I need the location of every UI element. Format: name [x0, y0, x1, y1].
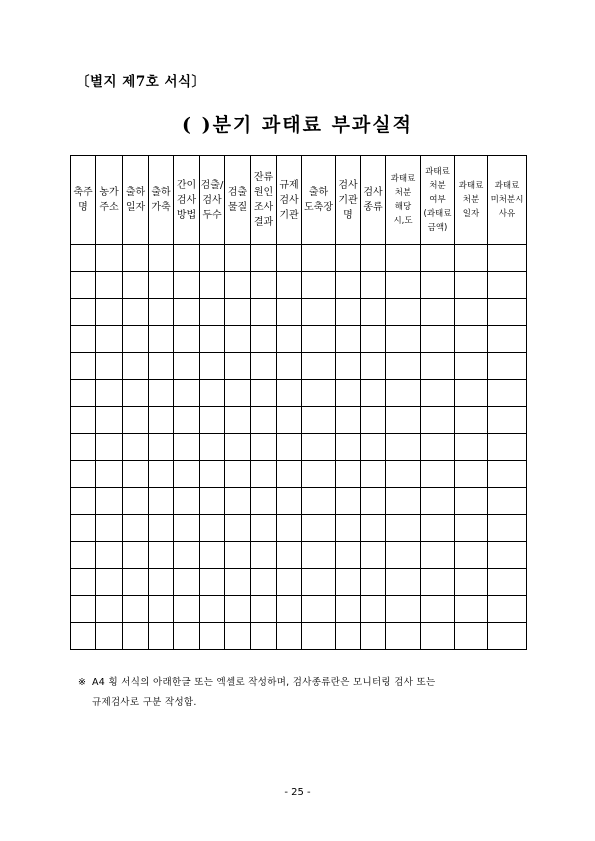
table-cell[interactable] [386, 380, 421, 407]
table-cell[interactable] [361, 542, 386, 569]
table-cell[interactable] [96, 353, 123, 380]
table-cell[interactable] [361, 488, 386, 515]
table-cell[interactable] [123, 353, 149, 380]
table-cell[interactable] [149, 407, 174, 434]
table-cell[interactable] [251, 353, 277, 380]
table-cell[interactable] [123, 542, 149, 569]
table-cell[interactable] [251, 461, 277, 488]
header-cell-detected-substance: 검출 물질 [225, 156, 251, 245]
table-cell[interactable] [336, 272, 361, 299]
table-cell[interactable] [336, 380, 361, 407]
table-cell[interactable] [200, 299, 225, 326]
table-cell[interactable] [421, 272, 455, 299]
table-cell[interactable] [386, 515, 421, 542]
table-cell[interactable] [361, 623, 386, 650]
table-cell[interactable] [71, 488, 96, 515]
table-cell[interactable] [149, 353, 174, 380]
footnote-line-2: 규제검사로 구분 작성함. [92, 697, 197, 708]
table-cell[interactable] [421, 245, 455, 272]
table-cell[interactable] [386, 326, 421, 353]
table-cell[interactable] [149, 434, 174, 461]
table-cell[interactable] [421, 542, 455, 569]
table-cell[interactable] [488, 380, 527, 407]
header-cell-penalty-region: 과태료 처분 해당 시,도 [386, 156, 421, 245]
table-cell[interactable] [488, 488, 527, 515]
table-cell[interactable] [251, 407, 277, 434]
header-cell-shipment-date: 출하 일자 [123, 156, 149, 245]
table-cell[interactable] [71, 407, 96, 434]
table-cell[interactable] [336, 515, 361, 542]
table-cell[interactable] [302, 380, 336, 407]
table-cell[interactable] [174, 299, 200, 326]
table-cell[interactable] [488, 623, 527, 650]
table-cell[interactable] [386, 569, 421, 596]
table-cell[interactable] [455, 515, 488, 542]
table-cell[interactable] [251, 245, 277, 272]
table-cell[interactable] [277, 515, 302, 542]
table-cell[interactable] [455, 596, 488, 623]
table-cell[interactable] [277, 326, 302, 353]
table-row [71, 299, 527, 326]
table-cell[interactable] [174, 623, 200, 650]
table-cell[interactable] [71, 515, 96, 542]
table-cell[interactable] [200, 569, 225, 596]
table-cell[interactable] [96, 515, 123, 542]
table-cell[interactable] [386, 245, 421, 272]
table-cell[interactable] [225, 569, 251, 596]
table-row [71, 407, 527, 434]
table-cell[interactable] [71, 380, 96, 407]
table-cell[interactable] [361, 299, 386, 326]
table-row [71, 569, 527, 596]
table-cell[interactable] [455, 434, 488, 461]
table-cell[interactable] [174, 515, 200, 542]
table-cell[interactable] [225, 299, 251, 326]
table-cell[interactable] [277, 542, 302, 569]
table-cell[interactable] [225, 272, 251, 299]
table-cell[interactable] [421, 623, 455, 650]
table-cell[interactable] [96, 380, 123, 407]
table-cell[interactable] [386, 623, 421, 650]
table-cell[interactable] [277, 569, 302, 596]
table-cell[interactable] [421, 488, 455, 515]
table-cell[interactable] [455, 407, 488, 434]
table-cell[interactable] [421, 299, 455, 326]
table-cell[interactable] [251, 488, 277, 515]
table-cell[interactable] [96, 569, 123, 596]
table-cell[interactable] [302, 623, 336, 650]
table-cell[interactable] [455, 299, 488, 326]
table-cell[interactable] [71, 569, 96, 596]
table-cell[interactable] [488, 596, 527, 623]
table-cell[interactable] [277, 380, 302, 407]
table-cell[interactable] [386, 596, 421, 623]
table-cell[interactable] [200, 515, 225, 542]
table-cell[interactable] [200, 542, 225, 569]
table-cell[interactable] [455, 488, 488, 515]
table-cell[interactable] [302, 542, 336, 569]
table-cell[interactable] [251, 542, 277, 569]
table-cell[interactable] [277, 623, 302, 650]
table-row [71, 353, 527, 380]
table-cell[interactable] [488, 515, 527, 542]
table-cell[interactable] [336, 461, 361, 488]
table-cell[interactable] [174, 488, 200, 515]
table-cell[interactable] [200, 407, 225, 434]
table-cell[interactable] [386, 542, 421, 569]
header-cell-farm-owner: 축주 명 [71, 156, 96, 245]
table-row [71, 488, 527, 515]
table-row [71, 380, 527, 407]
table-cell[interactable] [200, 623, 225, 650]
table-cell[interactable] [336, 542, 361, 569]
table-cell[interactable] [488, 299, 527, 326]
table-cell[interactable] [251, 380, 277, 407]
table-cell[interactable] [200, 353, 225, 380]
table-cell[interactable] [225, 434, 251, 461]
table-cell[interactable] [123, 461, 149, 488]
table-cell[interactable] [336, 596, 361, 623]
form-label: 〔별지 제7호 서식〕 [76, 74, 206, 90]
page-number: - 25 - [284, 787, 311, 798]
table-row [71, 434, 527, 461]
table-cell[interactable] [200, 596, 225, 623]
table-cell[interactable] [149, 299, 174, 326]
table-cell[interactable] [421, 434, 455, 461]
table-row [71, 461, 527, 488]
table-cell[interactable] [225, 596, 251, 623]
table-cell[interactable] [277, 245, 302, 272]
table-cell[interactable] [336, 353, 361, 380]
table-cell[interactable] [225, 326, 251, 353]
header-cell-no-penalty-reason: 과태료 미처분시 사유 [488, 156, 527, 245]
table-cell[interactable] [488, 434, 527, 461]
table-cell[interactable] [386, 353, 421, 380]
table-cell[interactable] [251, 623, 277, 650]
header-row [71, 156, 527, 245]
table-cell[interactable] [225, 515, 251, 542]
table-cell[interactable] [71, 542, 96, 569]
header-cell-detected-tested-count: 검출/ 검사 두수 [200, 156, 225, 245]
table-cell[interactable] [386, 434, 421, 461]
table-cell[interactable] [251, 326, 277, 353]
table-cell[interactable] [455, 380, 488, 407]
header-cell-shipped-livestock: 출하 가축 [149, 156, 174, 245]
header-cell-inspection-agency-name: 검사 기관 명 [336, 156, 361, 245]
table-cell[interactable] [455, 245, 488, 272]
table-cell[interactable] [174, 461, 200, 488]
table-cell[interactable] [488, 461, 527, 488]
table-cell[interactable] [174, 542, 200, 569]
table-cell[interactable] [336, 434, 361, 461]
table-cell[interactable] [277, 434, 302, 461]
table-cell[interactable] [361, 434, 386, 461]
table-cell[interactable] [200, 272, 225, 299]
table-cell[interactable] [174, 272, 200, 299]
header-cell-regulatory-agency: 규제 검사 기관 [277, 156, 302, 245]
table-cell[interactable] [455, 569, 488, 596]
table-cell[interactable] [302, 407, 336, 434]
table-cell[interactable] [488, 407, 527, 434]
table-cell[interactable] [361, 515, 386, 542]
table-cell[interactable] [361, 353, 386, 380]
table-cell[interactable] [336, 623, 361, 650]
table-cell[interactable] [455, 542, 488, 569]
table-row [71, 596, 527, 623]
table-cell[interactable] [421, 407, 455, 434]
table-cell[interactable] [225, 542, 251, 569]
table-row [71, 542, 527, 569]
table-cell[interactable] [302, 461, 336, 488]
table-cell[interactable] [96, 245, 123, 272]
table-cell[interactable] [488, 272, 527, 299]
table-cell[interactable] [251, 299, 277, 326]
table-cell[interactable] [302, 245, 336, 272]
table-body [71, 245, 527, 650]
table-cell[interactable] [421, 326, 455, 353]
table-cell[interactable] [302, 353, 336, 380]
table-cell[interactable] [421, 569, 455, 596]
table-row [71, 515, 527, 542]
table-cell[interactable] [361, 461, 386, 488]
table-cell[interactable] [71, 272, 96, 299]
table-cell[interactable] [302, 299, 336, 326]
table-cell[interactable] [149, 272, 174, 299]
table-cell[interactable] [174, 407, 200, 434]
table-cell[interactable] [96, 434, 123, 461]
penalty-report-table [70, 155, 527, 650]
table-cell[interactable] [96, 488, 123, 515]
table-cell[interactable] [149, 488, 174, 515]
table-cell[interactable] [361, 245, 386, 272]
header-cell-residue-cause-result: 잔류 원인 조사 결과 [251, 156, 277, 245]
table-cell[interactable] [302, 434, 336, 461]
table-cell[interactable] [277, 272, 302, 299]
footnote [78, 673, 528, 713]
table-cell[interactable] [174, 569, 200, 596]
table-cell[interactable] [174, 353, 200, 380]
table-cell[interactable] [149, 623, 174, 650]
table-cell[interactable] [123, 515, 149, 542]
table-row [71, 326, 527, 353]
reference-mark: ※ [78, 677, 87, 688]
table-cell[interactable] [386, 461, 421, 488]
table-cell[interactable] [251, 515, 277, 542]
table-cell[interactable] [225, 245, 251, 272]
table-cell[interactable] [149, 326, 174, 353]
table-cell[interactable] [251, 434, 277, 461]
table-cell[interactable] [277, 596, 302, 623]
table-cell[interactable] [96, 272, 123, 299]
table-cell[interactable] [488, 245, 527, 272]
table-cell[interactable] [386, 272, 421, 299]
table-cell[interactable] [277, 488, 302, 515]
table-cell[interactable] [302, 515, 336, 542]
table-cell[interactable] [96, 623, 123, 650]
table-cell[interactable] [71, 353, 96, 380]
table-cell[interactable] [277, 461, 302, 488]
table-cell[interactable] [149, 461, 174, 488]
table-cell[interactable] [174, 380, 200, 407]
table-cell[interactable] [361, 569, 386, 596]
table-cell[interactable] [174, 434, 200, 461]
table-cell[interactable] [225, 461, 251, 488]
table-cell[interactable] [96, 407, 123, 434]
table-cell[interactable] [174, 326, 200, 353]
header-cell-inspection-type: 검사 종류 [361, 156, 386, 245]
table-cell[interactable] [71, 299, 96, 326]
table-cell[interactable] [277, 353, 302, 380]
table-cell[interactable] [302, 272, 336, 299]
table-cell[interactable] [123, 380, 149, 407]
table-cell[interactable] [361, 272, 386, 299]
table-cell[interactable] [488, 569, 527, 596]
table-cell[interactable] [336, 488, 361, 515]
table-cell[interactable] [455, 623, 488, 650]
table-cell[interactable] [96, 542, 123, 569]
header-cell-slaughterhouse: 출하 도축장 [302, 156, 336, 245]
table-cell[interactable] [455, 272, 488, 299]
table-cell[interactable] [361, 326, 386, 353]
table-cell[interactable] [386, 488, 421, 515]
table-cell[interactable] [225, 380, 251, 407]
table-cell[interactable] [251, 272, 277, 299]
table-cell[interactable] [336, 245, 361, 272]
table-cell[interactable] [96, 596, 123, 623]
table-cell[interactable] [96, 326, 123, 353]
table-cell[interactable] [421, 380, 455, 407]
table-cell[interactable] [488, 326, 527, 353]
table-cell[interactable] [455, 461, 488, 488]
table-cell[interactable] [225, 488, 251, 515]
table-cell[interactable] [71, 461, 96, 488]
table-cell[interactable] [174, 596, 200, 623]
table-cell[interactable] [488, 542, 527, 569]
table-cell[interactable] [200, 326, 225, 353]
table-cell[interactable] [251, 596, 277, 623]
table-cell[interactable] [336, 407, 361, 434]
table-cell[interactable] [200, 434, 225, 461]
table-cell[interactable] [123, 272, 149, 299]
table-row [71, 245, 527, 272]
table-cell[interactable] [421, 461, 455, 488]
table-cell[interactable] [336, 299, 361, 326]
table-cell[interactable] [149, 596, 174, 623]
table-cell[interactable] [361, 407, 386, 434]
table-cell[interactable] [123, 596, 149, 623]
table-cell[interactable] [421, 353, 455, 380]
table-cell[interactable] [71, 326, 96, 353]
table-cell[interactable] [174, 245, 200, 272]
table-cell[interactable] [149, 515, 174, 542]
table-cell[interactable] [149, 569, 174, 596]
table-cell[interactable] [225, 353, 251, 380]
table-cell[interactable] [200, 488, 225, 515]
table-cell[interactable] [149, 542, 174, 569]
table-cell[interactable] [123, 407, 149, 434]
table-cell[interactable] [71, 623, 96, 650]
table-cell[interactable] [302, 596, 336, 623]
header-cell-penalty-status: 과태료 처분 여부 (과태료 금액) [421, 156, 455, 245]
table-row [71, 272, 527, 299]
table-cell[interactable] [277, 407, 302, 434]
table-cell[interactable] [361, 380, 386, 407]
table-cell[interactable] [251, 569, 277, 596]
table-cell[interactable] [336, 569, 361, 596]
table-cell[interactable] [421, 596, 455, 623]
table-cell[interactable] [302, 326, 336, 353]
table-cell[interactable] [361, 596, 386, 623]
table-cell[interactable] [71, 596, 96, 623]
table-cell[interactable] [149, 380, 174, 407]
page-title: ( )분기 과태료 부과실적 [181, 114, 413, 136]
table-cell[interactable] [200, 245, 225, 272]
table-cell[interactable] [336, 326, 361, 353]
table-cell[interactable] [123, 299, 149, 326]
header-cell-penalty-date: 과태료 처분 일자 [455, 156, 488, 245]
table-cell[interactable] [71, 434, 96, 461]
table-cell[interactable] [123, 434, 149, 461]
table-cell[interactable] [277, 299, 302, 326]
table-cell[interactable] [123, 488, 149, 515]
footnote-line-1: A4 횡 서식의 아래한글 또는 엑셀로 작성하며, 검사종류란은 모니터링 검사 또는 [92, 677, 436, 688]
table-cell[interactable] [302, 488, 336, 515]
table-cell[interactable] [455, 353, 488, 380]
table-cell[interactable] [302, 569, 336, 596]
table-cell[interactable] [455, 326, 488, 353]
table-cell[interactable] [200, 461, 225, 488]
table-cell[interactable] [225, 407, 251, 434]
table-cell[interactable] [225, 623, 251, 650]
table-cell[interactable] [123, 623, 149, 650]
table-cell[interactable] [123, 245, 149, 272]
header-cell-simple-test-method: 간이 검사 방법 [174, 156, 200, 245]
table-cell[interactable] [386, 299, 421, 326]
table-cell[interactable] [421, 515, 455, 542]
table-cell[interactable] [488, 353, 527, 380]
table-cell[interactable] [96, 461, 123, 488]
table-row [71, 623, 527, 650]
table-cell[interactable] [200, 380, 225, 407]
table-cell[interactable] [123, 569, 149, 596]
table-cell[interactable] [386, 407, 421, 434]
table-cell[interactable] [149, 245, 174, 272]
table-cell[interactable] [96, 299, 123, 326]
table-cell[interactable] [71, 245, 96, 272]
table-cell[interactable] [123, 326, 149, 353]
header-cell-farm-address: 농가 주소 [96, 156, 123, 245]
